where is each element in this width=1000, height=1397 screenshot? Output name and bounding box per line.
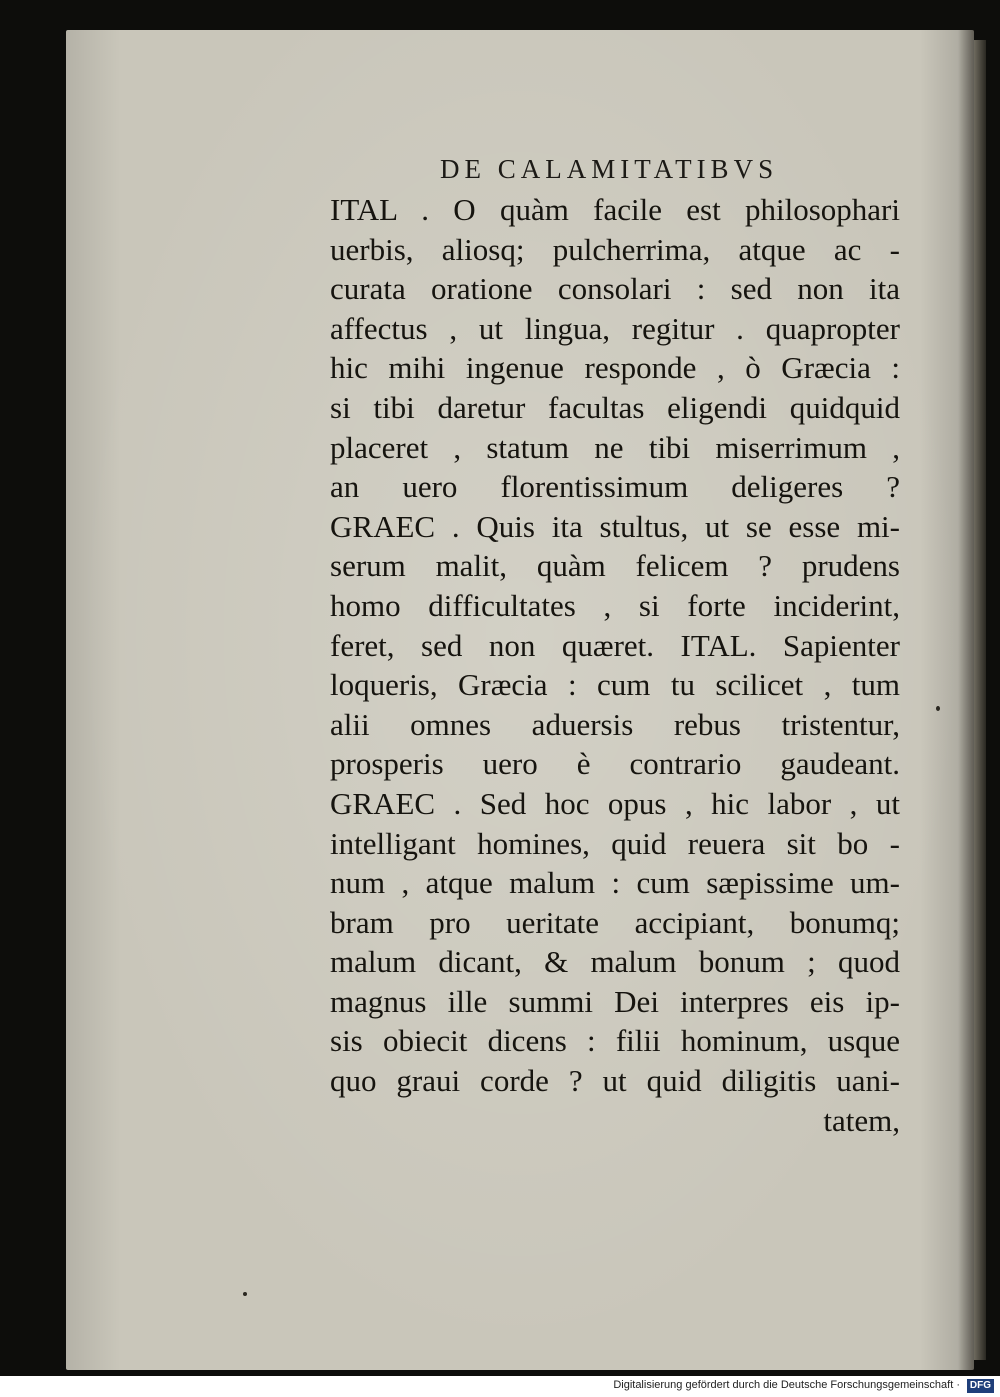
body-text [330,190,900,1140]
paper-speck [243,1292,247,1296]
text-line: quo graui corde ? ut quid diligitis uani- [330,1063,900,1099]
catchword: tatem, [823,1102,900,1138]
text-line: prosperis uero è contrario gaudeant. [330,746,900,782]
text-line: alii omnes aduersis rebus tristentur, [330,706,900,742]
text-line: an uero florentissimum deligeres ? [330,469,900,505]
text-line: serum malit, quàm felicem ? prudens [330,548,900,584]
text-line: bram pro ueritate accipiant, bonumq; [330,904,900,940]
text-line: curata oratione consolari : sed non ita [330,271,900,307]
dfg-logo-icon: DFG [967,1379,994,1393]
text-line: placeret , statum ne tibi miserrimum , [330,429,900,465]
text-line: loqueris, Græcia : cum tu scilicet , tum [330,667,900,703]
text-line: num , atque malum : cum sæpissime um- [330,865,900,901]
text-line: intelligant homines, quid reuera sit bo - [330,825,900,861]
text-line: si tibi daretur facultas eligendi quidquid [330,389,900,425]
text-line: uerbis, aliosq; pulcherrima, atque ac - [330,231,900,267]
text-line: hic mihi ingenue responde , ò Græcia : [330,350,900,386]
text-line: sis obiecit dicens : filii hominum, usque [330,1023,900,1059]
text-line: malum dicant, & malum bonum ; quod [330,944,900,980]
text-line: GRAEC . Quis ita stultus, ut se esse mi- [330,508,900,544]
paper-speck [936,706,940,711]
text-line: affectus , ut lingua, regitur . quapropter [330,310,900,346]
text-line: ITAL . O quàm facile est philosophari [330,192,900,227]
text-line: GRAEC . Sed hoc opus , hic labor , ut [330,785,900,821]
footer-bar [0,1376,1000,1397]
text-line: homo difficultates , si forte inciderint, [330,587,900,623]
book-edge [974,40,986,1360]
running-head: DE CALAMITATIBVS [440,154,779,184]
text-line: magnus ille summi Dei interpres eis ip- [330,983,900,1019]
funding-credit: Digitalisierung gefördert durch die Deutsche Forschungsgemeinschaft · [613,1379,960,1391]
page-edge-shadow [958,30,974,1370]
text-line: feret, sed non quæret. ITAL. Sapienter [330,627,900,663]
